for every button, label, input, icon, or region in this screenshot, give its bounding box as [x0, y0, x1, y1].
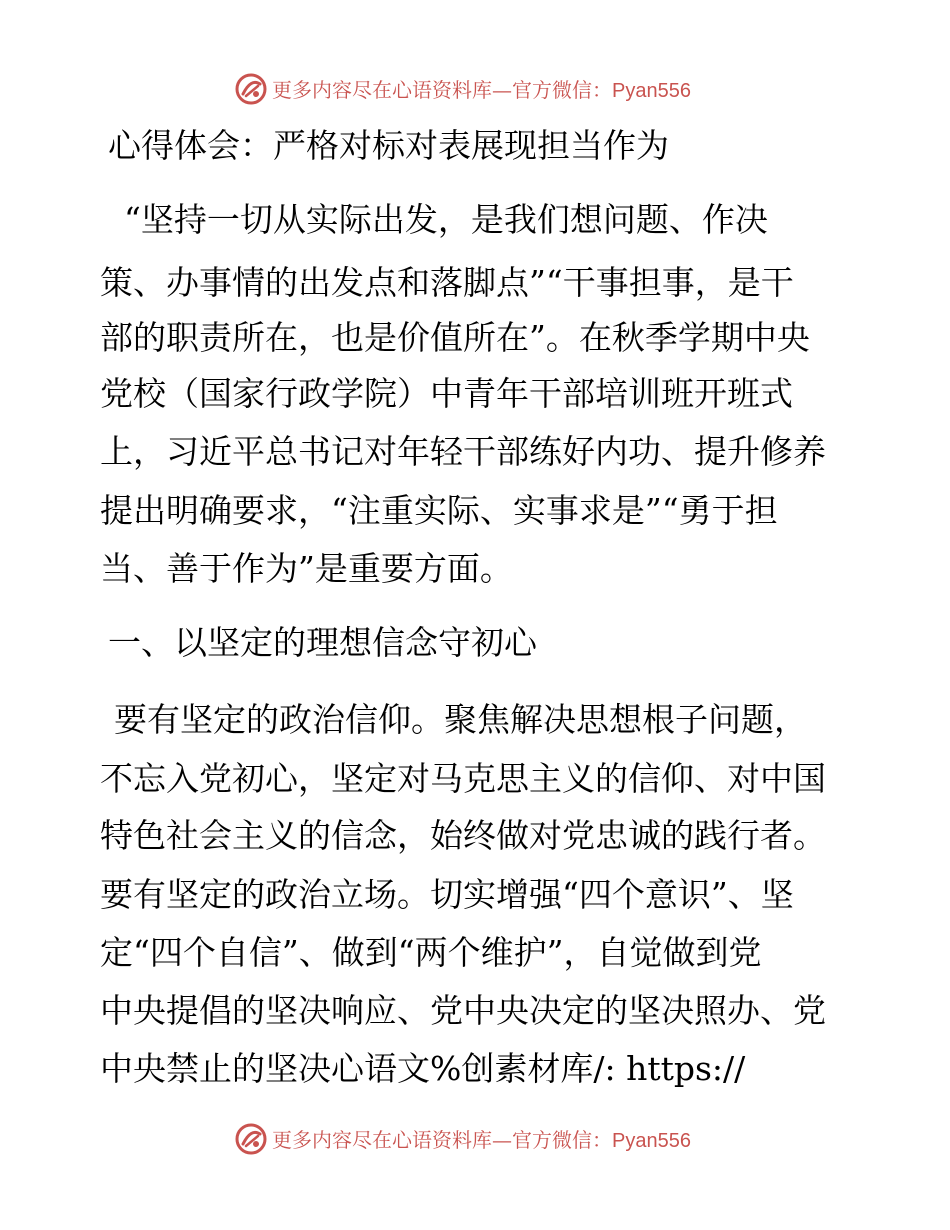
text-line: “坚持一切从实际出发，是我们想问题、作决 — [124, 200, 768, 239]
text-line: 党校（国家行政学院）中青年干部培训班开班式 — [100, 374, 793, 413]
text-line: 要有坚定的政治信仰。聚焦解决思想根子问题， — [114, 700, 807, 739]
text-line: 定“四个自信”、做到“两个维护”，自觉做到党 — [100, 933, 762, 972]
footer-watermark — [0, 1120, 950, 1160]
text-line: 部的职责所在，也是价值所在”。在秋季学期中央 — [100, 318, 810, 357]
text-line: 中央禁止的坚决心语文%创素材库/: https:// — [100, 1049, 746, 1088]
header-watermark — [0, 70, 950, 110]
text-line: 当、善于作为”是重要方面。 — [100, 549, 513, 588]
watermark-wechat-id: Pyan556 — [612, 1130, 691, 1152]
page-title: 心得体会：严格对标对表展现担当作为 — [108, 126, 669, 165]
watermark-text — [272, 78, 691, 103]
text-line: 策、办事情的出发点和落脚点”“干事担事，是干 — [100, 263, 794, 302]
seal-logo-icon — [234, 72, 268, 106]
section-heading: 一、以坚定的理想信念守初心 — [108, 623, 537, 662]
text-line: 提出明确要求，“注重实际、实事求是”“勇于担 — [100, 491, 778, 530]
text-line: 特色社会主义的信念，始终做对党忠诚的践行者。 — [100, 816, 826, 855]
text-line: 中央提倡的坚决响应、党中央决定的坚决照办、党 — [100, 991, 826, 1030]
text-line: 不忘入党初心，坚定对马克思主义的信仰、对中国 — [100, 759, 826, 798]
seal-logo-icon — [234, 1122, 268, 1156]
watermark-label: 更多内容尽在心语资料库—官方微信： — [272, 78, 612, 102]
watermark-label: 更多内容尽在心语资料库—官方微信： — [272, 1128, 612, 1152]
text-line: 要有坚定的政治立场。切实增强“四个意识”、坚 — [100, 875, 794, 914]
text-line: 上，习近平总书记对年轻干部练好内功、提升修养 — [100, 432, 826, 471]
watermark-wechat-id: Pyan556 — [612, 80, 691, 102]
watermark-text — [272, 1128, 691, 1153]
